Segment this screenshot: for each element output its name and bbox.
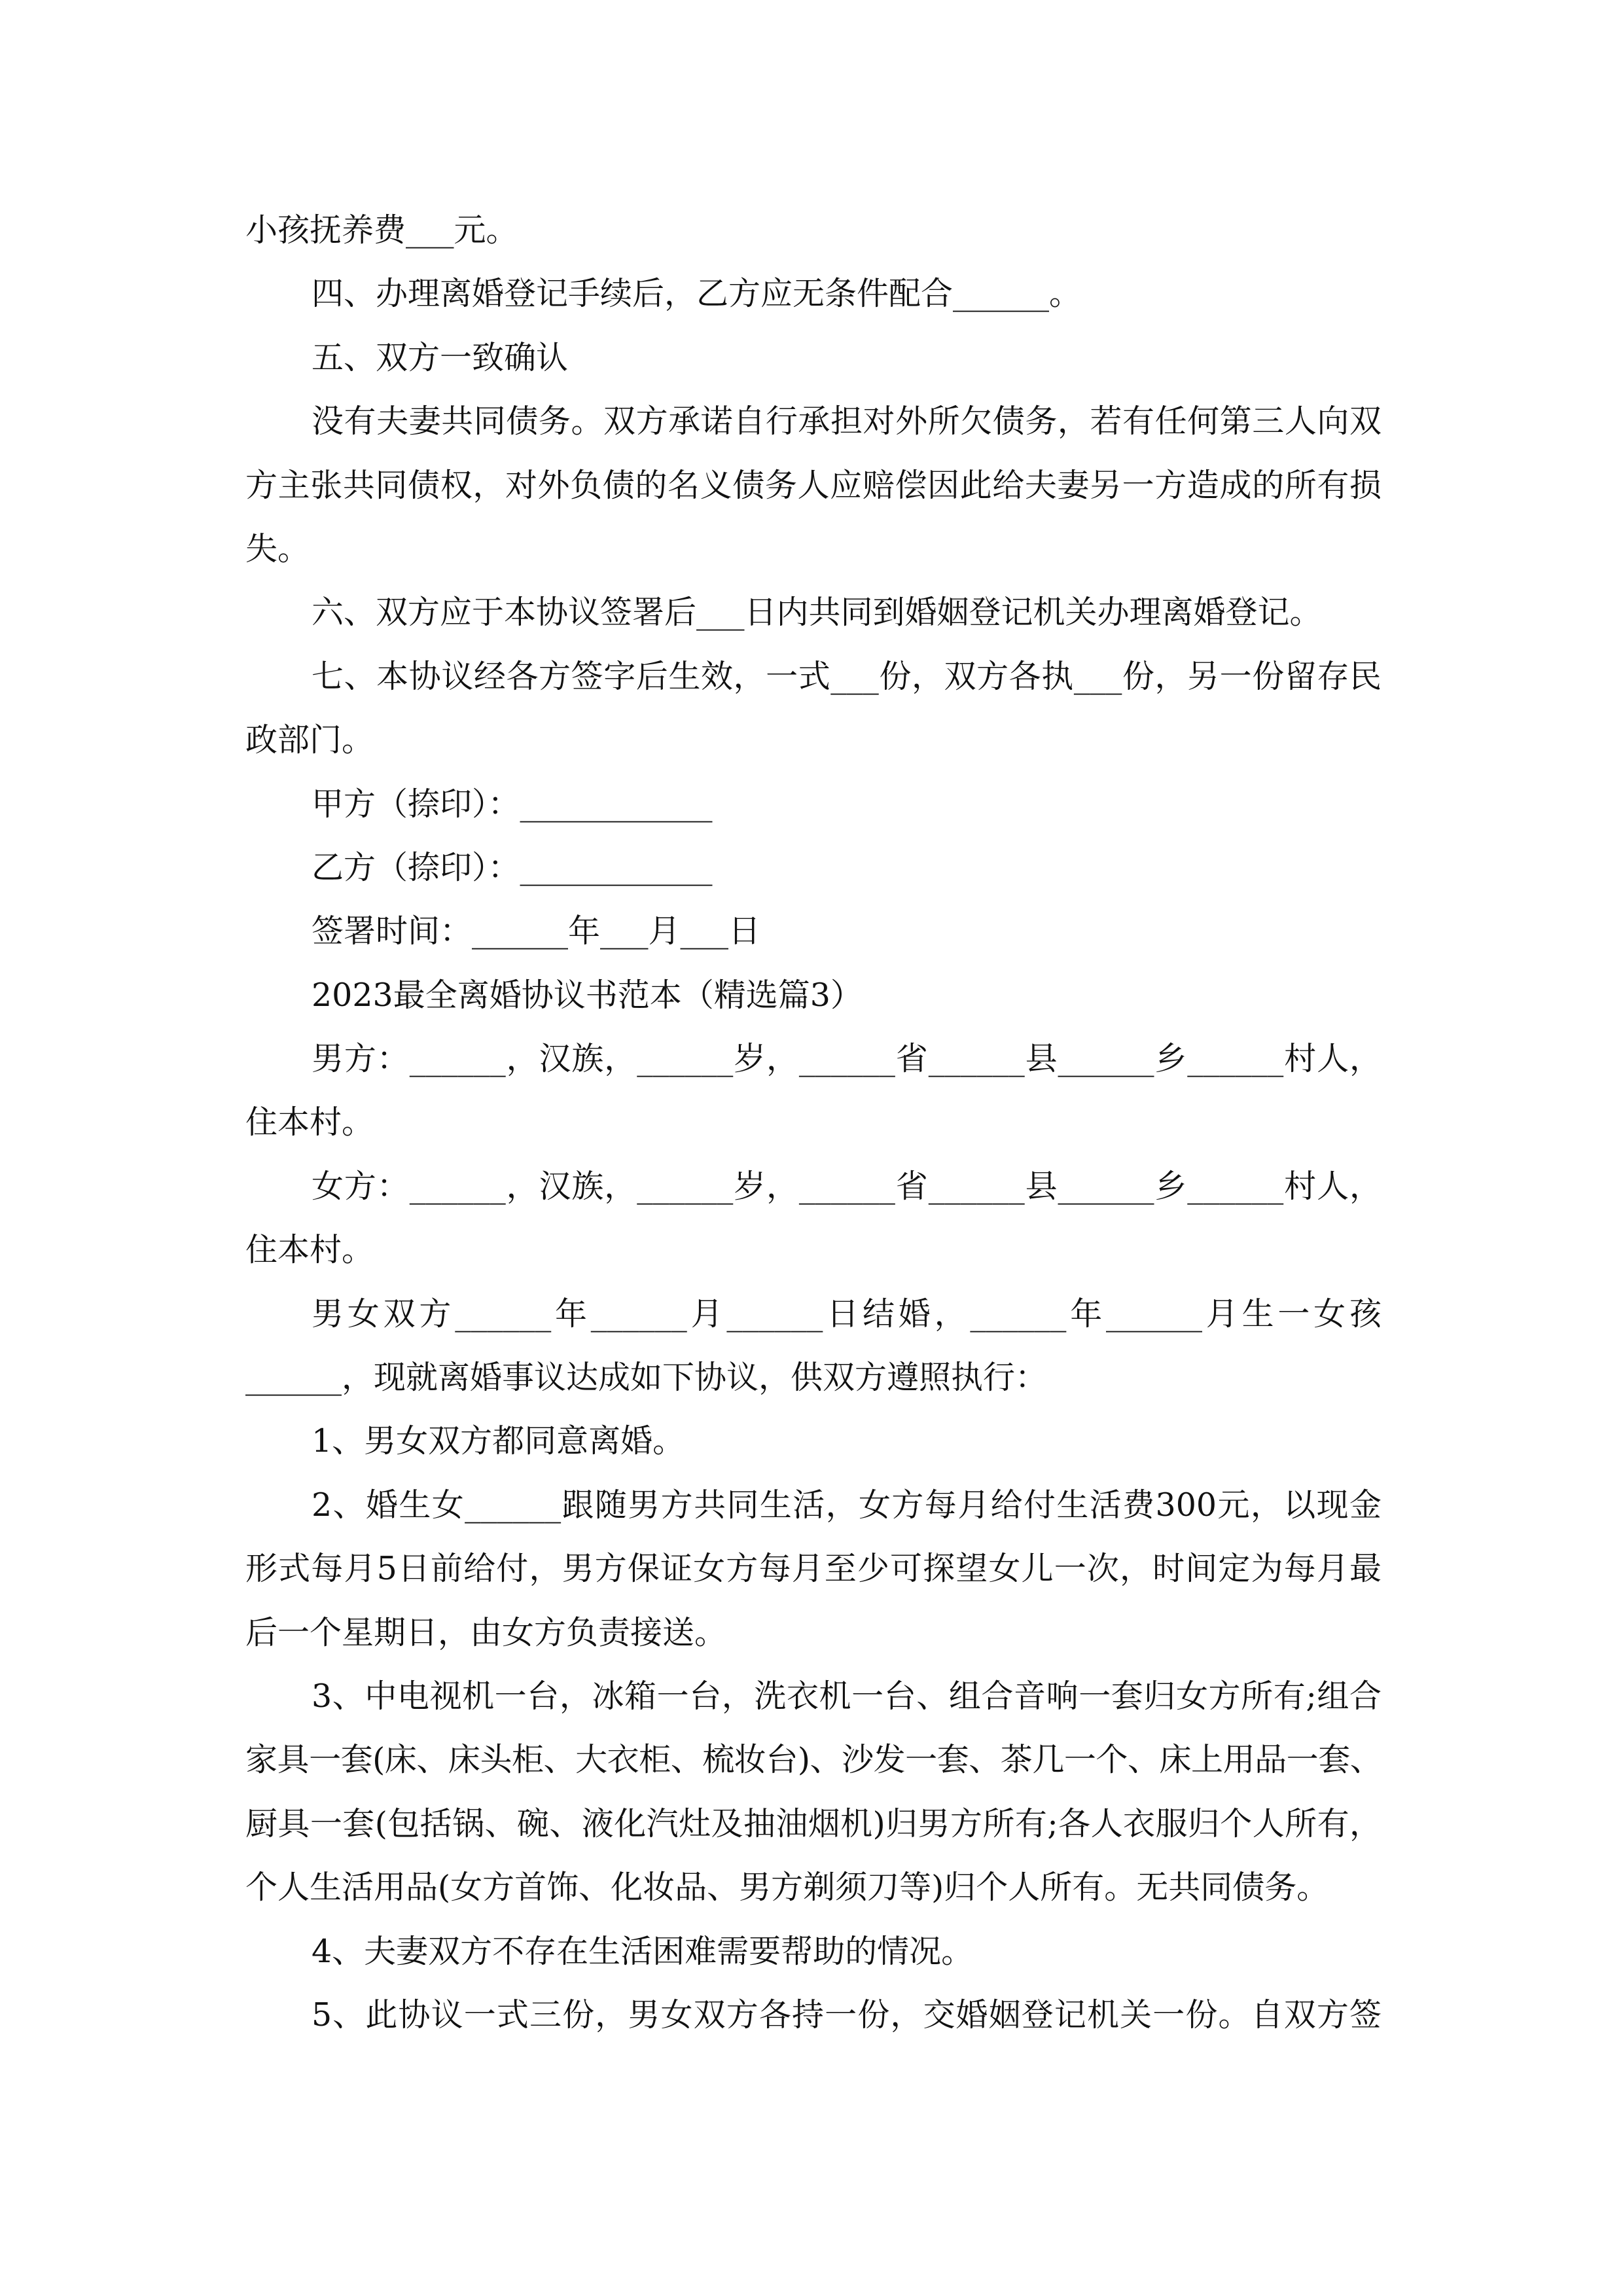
text-line: 女方：______，汉族，______岁，______省______县______乡______村人， — [312, 1167, 1382, 1205]
text-line: 六、双方应于本协议签署后___日内共同到婚姻登记机关办理离婚登记。 — [312, 594, 1322, 632]
text-line: 住本村。 — [245, 1103, 374, 1141]
text-line: 家具一套(床、床头柜、大衣柜、梳妆台)、沙发一套、茶几一个、床上用品一套、 — [245, 1741, 1382, 1779]
text-line: 5、此协议一式三份，男女双方各持一份，交婚姻登记机关一份。自双方签 — [312, 1996, 1382, 2034]
text-line: ______，现就离婚事议达成如下协议，供双方遵照执行： — [245, 1359, 1048, 1397]
text-line: 乙方（捺印）：____________ — [312, 848, 713, 886]
text-line: 2023最全离婚协议书范本（精选篇3） — [312, 976, 863, 1014]
text-line: 4、夫妻双方不存在生活困难需要帮助的情况。 — [312, 1932, 974, 1970]
text-line: 厨具一套(包括锅、碗、液化汽灶及抽油烟机)归男方所有;各人衣服归个人所有， — [245, 1804, 1382, 1842]
text-line: 男方：______，汉族，______岁，______省______县______乡______村人， — [312, 1040, 1382, 1078]
text-line: 后一个星期日，由女方负责接送。 — [245, 1613, 727, 1651]
text-line: 七、本协议经各方签字后生效，一式___份，双方各执___份，另一份留存民 — [312, 657, 1382, 695]
text-line: 1、男女双方都同意离婚。 — [312, 1422, 685, 1460]
text-line: 形式每月5日前给付，男方保证女方每月至少可探望女儿一次，时间定为每月最 — [245, 1550, 1382, 1588]
text-line: 住本村。 — [245, 1231, 374, 1269]
text-line: 2、婚生女______跟随男方共同生活，女方每月给付生活费300元，以现金 — [312, 1486, 1382, 1524]
text-line: 没有夫妻共同债务。双方承诺自行承担对外所欠债务，若有任何第三人向双 — [312, 403, 1382, 440]
text-line: 政部门。 — [245, 721, 374, 759]
text-line: 小孩抚养费___元。 — [245, 211, 518, 249]
document-page — [245, 198, 1382, 2047]
text-line: 五、双方一致确认 — [312, 338, 569, 376]
text-line: 甲方（捺印）：____________ — [312, 785, 713, 823]
text-line: 失。 — [245, 529, 310, 567]
text-line: 个人生活用品(女方首饰、化妆品、男方剃须刀等)归个人所有。无共同债务。 — [245, 1869, 1329, 1907]
text-line: 男女双方______年______月______日结婚，______年______月生一女孩 — [312, 1295, 1382, 1333]
text-line: 四、办理离婚登记手续后，乙方应无条件配合______。 — [312, 275, 1082, 313]
text-line: 3、中电视机一台，冰箱一台，洗衣机一台、组合音响一套归女方所有;组合 — [312, 1677, 1382, 1715]
text-line: 方主张共同债权，对外负债的名义债务人应赔偿因此给夫妻另一方造成的所有损 — [245, 466, 1382, 504]
text-line: 签署时间：______年___月___日 — [312, 912, 761, 950]
